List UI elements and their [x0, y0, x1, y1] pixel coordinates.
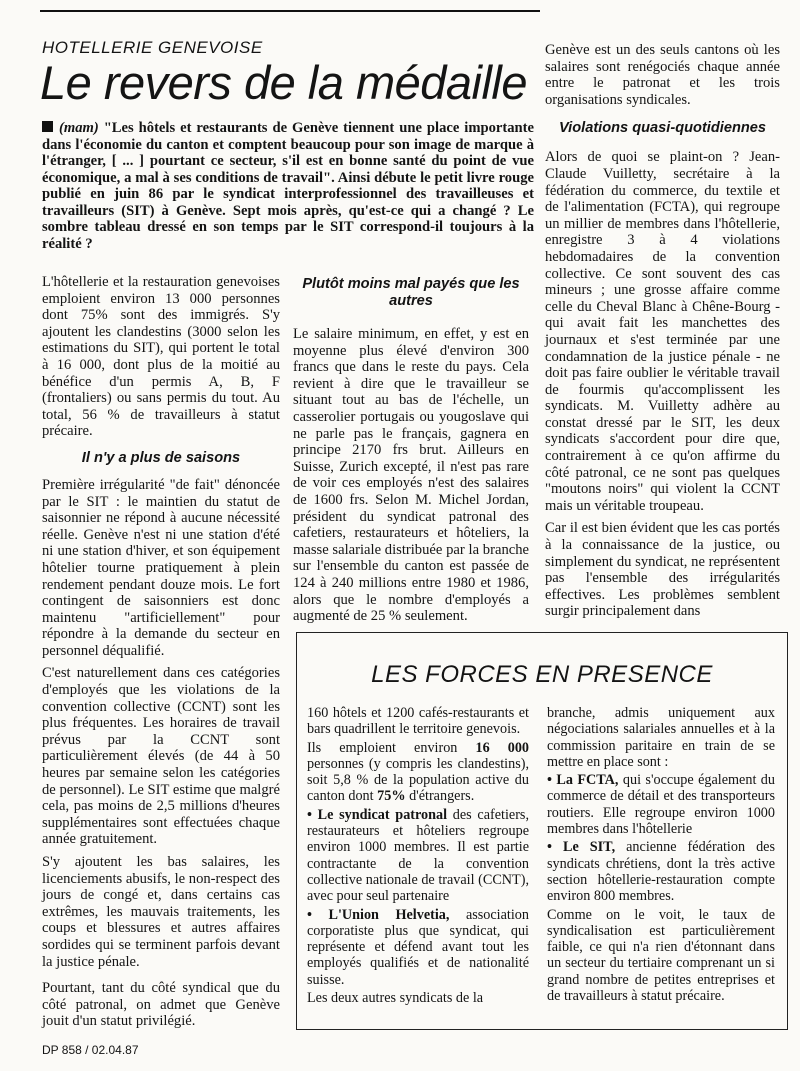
column-2 [293, 266, 529, 631]
paragraph: • Le syndicat patronal des cafetiers, restaurateurs et hôteliers regroupe environ 1000 membres. Il est partie contractante de la convention collective nationale de travail (CCNT), avec pour seul partenaire [307, 806, 529, 905]
column-1 [42, 274, 280, 1036]
box-column-left [307, 705, 529, 1008]
box-column-right [547, 705, 775, 1006]
headline: Le revers de la médaille [40, 56, 527, 109]
page-footer: DP 858 / 02.04.87 [42, 1043, 139, 1057]
subheading: Plutôt moins mal payés que les autres [302, 276, 520, 309]
paragraph: Genève est un des seuls cantons où les salaires sont renégociés chaque année entre le patronat et les trois organisations syndicales. [545, 42, 780, 108]
paragraph: Ils emploient environ 16 000 personnes (y compris les clandestins), soit 5,8 % de la population active du canton dont 75% d'étrangers. [307, 739, 530, 805]
paragraph: Première irrégularité "de fait" dénoncée par le SIT : le maintien du statut de saisonnier ne répond à aucune nécessité réelle. Genève n'est ni une station d'été ni une station d'hiver, et son équipement hôtelier tourne pratiquement à plein rendement pendant douze mois. Le fort contingent de saisonniers est donc maintenu "artificiellement" pour répondre à la demande du secteur en personnel déqualifié. [42, 476, 280, 659]
paragraph: • L'Union Helvetia, association corporatiste plus que syndicat, qui représente et défend avant tout les employés qualifiés et de nationalité suisse. [307, 906, 529, 988]
paragraph: Les deux autres syndicats de la [307, 990, 484, 1007]
top-rule [40, 10, 540, 12]
paragraph: Alors de quoi se plaint-on ? Jean-Claude Vuilletty, secrétaire à la fédération du commerce, du textile et de l'alimentation (FCTA), qui regroupe un millier de membres dans l'hôtellerie, enregistre 3 à 4 violations hebdomadaires de la convention collective. Ce sont souvent des cas mineurs ; une grosse affaire comme celle du Cheval Blanc à Chêne-Bourg - qui avait fait les manchettes des journaux et s'est terminée par une condamnation de la justice pénale - ne doit pas faire oublier le véritable travail de fourmis qu'accomplissent les syndicats. M. Vuilletty adhère au constat dressé par le SIT, les deux syndicats s'accordent pour dire que, contrairement à ce qu'on affirme du côté patronal, ce ne sont pas quelques "moutons noirs" qui violent la CCNT mais un véritable troupeau. [545, 149, 780, 514]
author-credit: (mam) [59, 120, 99, 136]
paragraph: L'hôtellerie et la restauration genevoises emploient environ 13 000 personnes dont 75% sont des immigrés. S'y ajoutent les clandestins (3000 selon les estimations du SIT), qui portent le total à 16 000, dont plus de la moitié au bénéfice d'un permis A, B, F (frontaliers) ou sans permis du tout. Au total, 56 % de travailleurs à statut précaire. [42, 274, 280, 440]
subheading: Il n'y a plus de saisons [81, 449, 241, 466]
sidebar-box [296, 632, 788, 1030]
column-3 [545, 42, 780, 626]
paragraph: • La FCTA, qui s'occupe également du commerce de détail et des transporteurs routiers. Elle regroupe environ 1000 membres dans l'hôtellerie [547, 772, 775, 838]
paragraph: Pourtant, tant du côté syndical que du côté patronal, on admet que Genève jouit d'un statut privilégié. [42, 980, 280, 1030]
lede-text: "Les hôtels et restaurants de Genève tiennent une place importante dans l'économie du canton et comptent beaucoup pour son image de marque à l'étranger, [ ... ] pourtant ce secteur, s'il est en bonne santé du point de vue économique, a mal à ses conditions de travail". Ainsi débute le petit livre rouge publié en juin 86 par le syndicat interprofessionnel des travailleuses et travailleurs (SIT) à Genève. Sept mois après, qu'est-ce qui a changé ? Le sombre tableau dressé en son temps par le SIT correspond-il toujours à la réalité ? [42, 120, 534, 252]
paragraph: Comme on le voit, le taux de syndicalisation est particulièrement faible, ce qui n'a rien d'étonnant dans un secteur du tertiaire comprenant un si grand nombre de petites entreprises et de travailleurs à statut précaire. [547, 906, 775, 1005]
box-title: LES FORCES EN PRESENCE [371, 661, 713, 688]
paragraph: Le salaire minimum, en effet, y est en moyenne plus élevé d'environ 300 francs que dans le reste du pays. Cela revient à dire que le travailleur se situant tout au bas de l'échelle, un casserolier portugais ou yougoslave qui ne parle pas le français, gagnera en principe 2170 frs brut. Ailleurs en Suisse, Zurich excepté, il n'est pas rare de voir ces employés n'est des salaires de 1600 frs. Selon M. Michel Jordan, président du syndicat patronal des cafetiers, restaurateurs et hôteliers, la masse salariale distribuée par la branche sur l'ensemble du canton est passée de 124 à 240 millions entre 1980 et 1986, alors que le nombre d'employés a augmenté de 25 % seulement. [293, 326, 529, 625]
kicker: HOTELLERIE GENEVOISE [42, 38, 263, 57]
bullet-square-icon [42, 121, 53, 132]
paragraph: 160 hôtels et 1200 cafés-restaurants et bars quadrillent le territoire genevois. [307, 705, 529, 738]
paragraph: branche, admis uniquement aux négociations salariales annuelles et à la commission paritaire en train de se mettre en place sont : [547, 705, 775, 770]
lede [42, 120, 534, 252]
paragraph: C'est naturellement dans ces catégories d'employés que les violations de la convention collective (CCNT) sont les plus fréquentes. Les horaires de travail prévus par la CCNT sont particulièrement élevés (de 44 à 50 heures par semaine selon les catégories de personnel). Le SIT estime que malgré cela, pas moins de 2,5 millions d'heures supplémentaires sont effectuées chaque année gratuitement. [42, 665, 280, 848]
subheading: Violations quasi-quotidiennes [558, 120, 767, 137]
paragraph: • Le SIT, ancienne fédération des syndicats chrétiens, dont la très active section hôtellerie-restauration compte environ 800 membres. [547, 839, 775, 905]
paragraph: Car il est bien évident que les cas portés à la connaissance de la justice, ou simplement du syndicat, ne représentent pas l'ensemble des irrégularités effectives. Les problèmes semblent surgir principalement dans [545, 520, 780, 620]
paragraph: S'y ajoutent les bas salaires, les licenciements abusifs, le non-respect des jours de congé et, dans certains cas extrêmes, les mauvais traitements, les coups et blessures et autres affaires sordides qui se terminent parfois devant la justice pénale. [42, 854, 280, 970]
